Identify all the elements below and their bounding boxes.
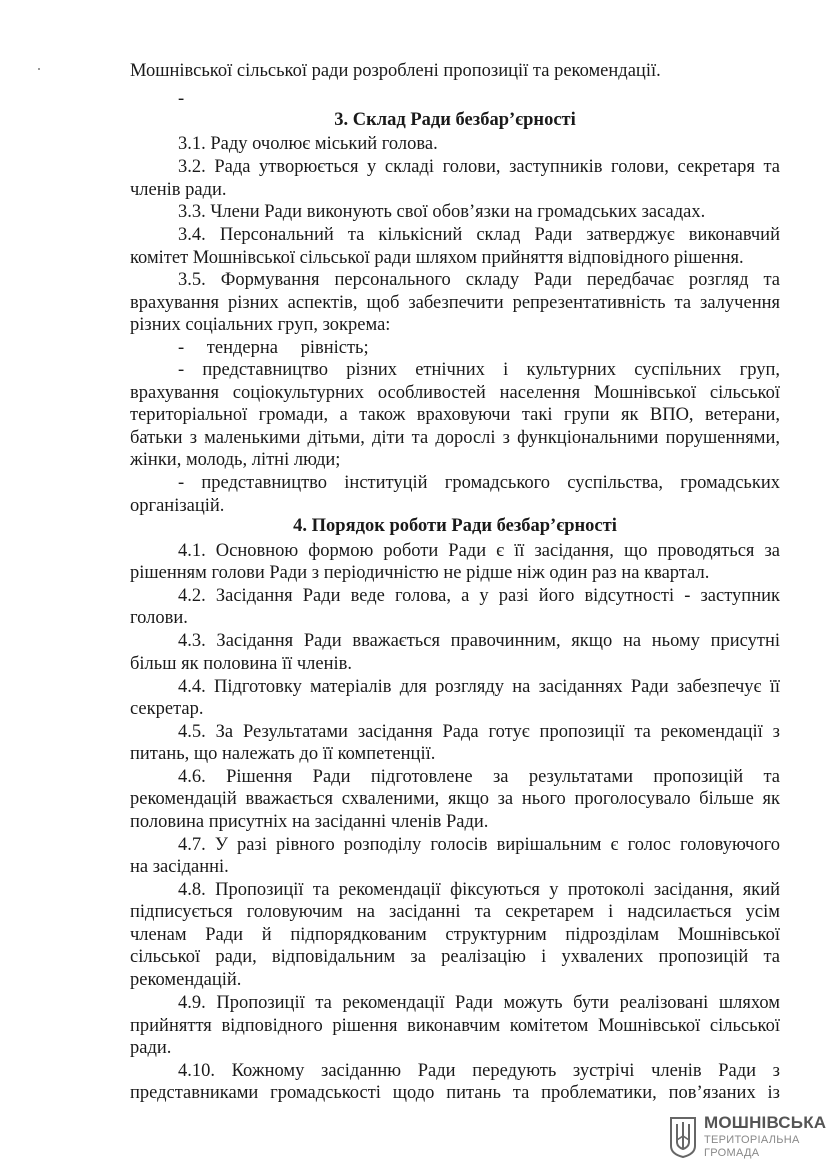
text-line: рекомендацій вважається схваленими, якщо за нього проголосувало більше як	[130, 789, 780, 809]
logo-subtitle: ТЕРИТОРІАЛЬНА	[704, 1134, 800, 1146]
text-line: сільської ради, відповідальним за реалізацію і ухвалених пропозицій та	[130, 947, 780, 967]
text-line: 4.5. За Результатами засідання Рада готує пропозиції та рекомендації з	[178, 722, 780, 742]
text-line: територіальної громади, а також враховуючи такі групи як ВПО, ветерани,	[130, 405, 780, 425]
logo-subtitle: ГРОМАДА	[704, 1147, 760, 1159]
text-line: 4.1. Основною формою роботи Ради є її засідання, що проводяться за	[178, 541, 780, 561]
section-heading: 3. Склад Ради безбар’єрності	[334, 110, 576, 130]
text-line: секретар.	[130, 699, 204, 719]
text-line: комітет Мошнівської сільської ради шляхом прийняття відповідного рішення.	[130, 248, 744, 268]
text-line: ради.	[130, 1038, 172, 1058]
text-line: 4.10. Кожному засіданню Ради передують зустрічі членів Ради з	[178, 1061, 780, 1081]
text-line: питань, що належать до її компетенції.	[130, 744, 436, 764]
text-line: 4.9. Пропозиції та рекомендації Ради можуть бути реалізовані шляхом	[178, 993, 780, 1013]
text-line: різних соціальних груп, зокрема:	[130, 315, 391, 335]
text-line: врахування соціокультурних особливостей населення Мошнівської сільської	[130, 383, 780, 403]
community-logo	[668, 1112, 826, 1162]
scan-speck	[38, 68, 40, 70]
text-line: врахування різних аспектів, щоб забезпечити репрезентативність та залучення	[130, 293, 780, 313]
text-line: Мошнівської сільської ради розроблені пропозиції та рекомендації.	[130, 61, 661, 81]
text-line: 4.2. Засідання Ради веде голова, а у разі його відсутності - заступник	[178, 586, 780, 606]
logo-title: МОШНІВСЬКА	[704, 1113, 826, 1132]
list-item: - тендерна рівність;	[178, 338, 369, 358]
text-line: 4.3. Засідання Ради вважається правочинним, якщо на ньому присутні	[178, 631, 780, 651]
text-line: рішенням голови Ради з періодичністю не рідше ніж один раз на квартал.	[130, 563, 710, 583]
text-line: 4.4. Підготовку матеріалів для розгляду на засіданнях Ради забезпечує її	[178, 677, 780, 697]
list-item: - представництво інституцій громадського суспільства, громадських	[178, 473, 780, 493]
text-line: половина присутніх на засіданні членів Ради.	[130, 812, 489, 832]
text-line: представниками громадськості щодо питань та проблематики, пов’язаних із	[130, 1083, 780, 1103]
text-line: 3.3. Члени Ради виконують свої обов’язки на громадських засадах.	[178, 202, 706, 222]
text-line: членам Ради й підпорядкованим структурним підрозділам Мошнівської	[130, 925, 780, 945]
text-line: 3.1. Раду очолює міський голова.	[178, 134, 438, 154]
text-line: підписується головуючим на засіданні та секретарем і надсилається усім	[130, 902, 780, 922]
text-line: прийняття відповідного рішення виконавчим комітетом Мошнівської сільської	[130, 1016, 780, 1036]
text-line: 3.4. Персональний та кількісний склад Ради затверджує виконавчий	[178, 225, 780, 245]
text-line: 3.5. Формування персонального складу Ради передбачає розгляд та	[178, 270, 780, 290]
text-line: голови.	[130, 608, 188, 628]
list-item: - представництво різних етнічних і культурних суспільних груп,	[178, 360, 780, 380]
text-line: на засіданні.	[130, 857, 229, 877]
text-line: 4.7. У разі рівного розподілу голосів вирішальним є голос головуючого	[178, 835, 780, 855]
section-heading: 4. Порядок роботи Ради безбар’єрності	[293, 516, 617, 536]
text-line: більш як половина її членів.	[130, 654, 353, 674]
text-line: рекомендацій.	[130, 970, 242, 990]
text-line: батьки з маленькими дітьми, діти та дорослі з функціональними порушеннями,	[130, 428, 780, 448]
text-line: жінки, молодь, літні люди;	[130, 450, 341, 470]
text-line: членів ради.	[130, 180, 227, 200]
text-line: -	[178, 89, 185, 109]
trident-icon	[668, 1116, 698, 1158]
text-line: 3.2. Рада утворюється у складі голови, заступників голови, секретаря та	[178, 157, 780, 177]
text-line: 4.6. Рішення Ради підготовлене за результатами пропозицій та	[178, 767, 780, 787]
text-line: організацій.	[130, 496, 225, 516]
text-line: 4.8. Пропозиції та рекомендації фіксуються у протоколі засідання, який	[178, 880, 780, 900]
